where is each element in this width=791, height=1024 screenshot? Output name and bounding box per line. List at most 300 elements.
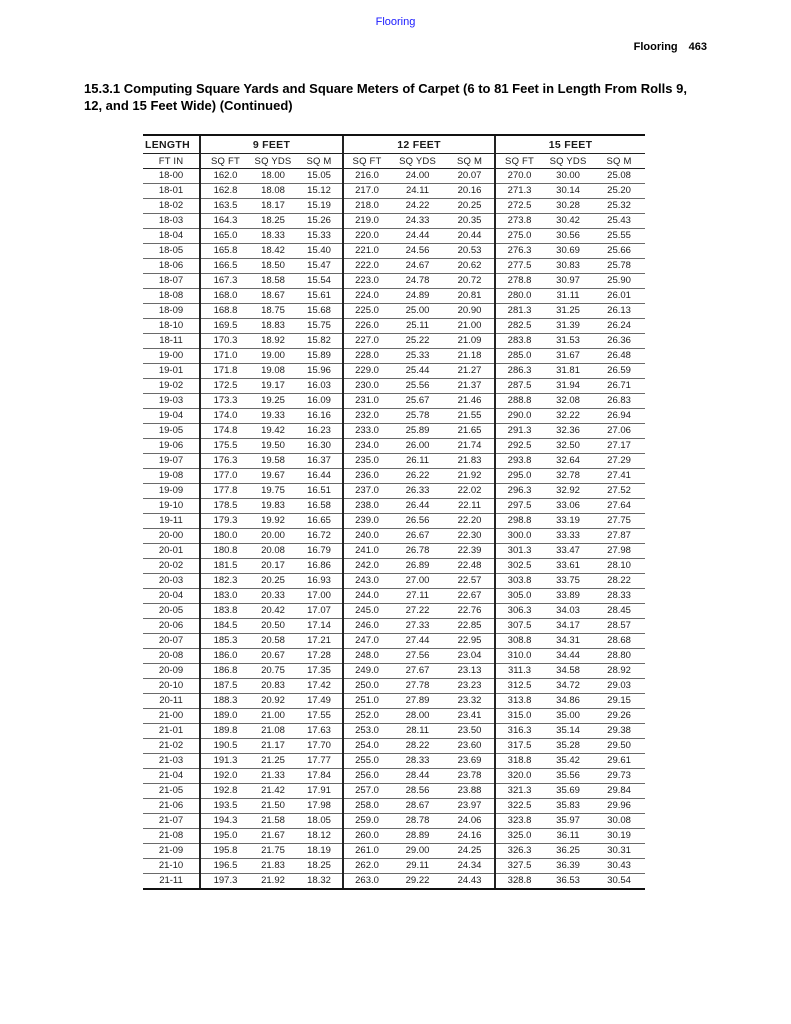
- value-cell: 16.65: [296, 514, 343, 529]
- table-row: [143, 424, 645, 439]
- value-cell: 26.56: [390, 514, 445, 529]
- group-header-9-feet: 9 FEET: [200, 135, 343, 154]
- value-cell: 228.0: [343, 349, 390, 364]
- value-cell: 22.48: [445, 559, 495, 574]
- value-cell: 327.5: [495, 859, 543, 874]
- value-cell: 263.0: [343, 874, 390, 890]
- length-cell: 18-10: [143, 319, 200, 334]
- value-cell: 15.82: [296, 334, 343, 349]
- value-cell: 21.92: [250, 874, 296, 890]
- unit-header: SQ YDS: [390, 154, 445, 169]
- value-cell: 24.33: [390, 214, 445, 229]
- value-cell: 24.67: [390, 259, 445, 274]
- value-cell: 36.39: [543, 859, 593, 874]
- table-row: [143, 799, 645, 814]
- length-cell: 21-03: [143, 754, 200, 769]
- length-cell: 21-07: [143, 814, 200, 829]
- length-cell: 20-10: [143, 679, 200, 694]
- value-cell: 236.0: [343, 469, 390, 484]
- value-cell: 30.19: [593, 829, 645, 844]
- value-cell: 33.33: [543, 529, 593, 544]
- value-cell: 182.3: [200, 574, 250, 589]
- table-row: [143, 724, 645, 739]
- value-cell: 21.18: [445, 349, 495, 364]
- value-cell: 28.56: [390, 784, 445, 799]
- value-cell: 27.41: [593, 469, 645, 484]
- table-row: [143, 649, 645, 664]
- length-cell: 19-00: [143, 349, 200, 364]
- value-cell: 25.66: [593, 244, 645, 259]
- table-row: [143, 454, 645, 469]
- value-cell: 176.3: [200, 454, 250, 469]
- value-cell: 21.50: [250, 799, 296, 814]
- value-cell: 36.25: [543, 844, 593, 859]
- value-cell: 168.8: [200, 304, 250, 319]
- value-cell: 26.24: [593, 319, 645, 334]
- value-cell: 259.0: [343, 814, 390, 829]
- value-cell: 17.35: [296, 664, 343, 679]
- value-cell: 20.42: [250, 604, 296, 619]
- length-cell: 18-02: [143, 199, 200, 214]
- table-row: [143, 244, 645, 259]
- value-cell: 286.3: [495, 364, 543, 379]
- value-cell: 25.32: [593, 199, 645, 214]
- value-cell: 168.0: [200, 289, 250, 304]
- value-cell: 31.94: [543, 379, 593, 394]
- value-cell: 15.47: [296, 259, 343, 274]
- length-cell: 18-00: [143, 169, 200, 184]
- length-cell: 18-07: [143, 274, 200, 289]
- value-cell: 15.40: [296, 244, 343, 259]
- table-row: [143, 589, 645, 604]
- value-cell: 27.87: [593, 529, 645, 544]
- value-cell: 28.45: [593, 604, 645, 619]
- value-cell: 20.67: [250, 649, 296, 664]
- value-cell: 162.0: [200, 169, 250, 184]
- value-cell: 22.02: [445, 484, 495, 499]
- table-row: [143, 199, 645, 214]
- value-cell: 189.0: [200, 709, 250, 724]
- value-cell: 34.17: [543, 619, 593, 634]
- value-cell: 300.0: [495, 529, 543, 544]
- value-cell: 28.22: [593, 574, 645, 589]
- value-cell: 28.78: [390, 814, 445, 829]
- value-cell: 20.72: [445, 274, 495, 289]
- table-row: [143, 859, 645, 874]
- table-row: [143, 514, 645, 529]
- value-cell: 16.44: [296, 469, 343, 484]
- flooring-link[interactable]: Flooring: [375, 16, 416, 28]
- value-cell: 217.0: [343, 184, 390, 199]
- value-cell: 21.42: [250, 784, 296, 799]
- value-cell: 185.3: [200, 634, 250, 649]
- value-cell: 24.78: [390, 274, 445, 289]
- value-cell: 23.04: [445, 649, 495, 664]
- length-cell: 18-01: [143, 184, 200, 199]
- value-cell: 174.8: [200, 424, 250, 439]
- value-cell: 321.3: [495, 784, 543, 799]
- value-cell: 171.8: [200, 364, 250, 379]
- value-cell: 26.36: [593, 334, 645, 349]
- value-cell: 281.3: [495, 304, 543, 319]
- value-cell: 19.42: [250, 424, 296, 439]
- value-cell: 24.43: [445, 874, 495, 890]
- value-cell: 17.14: [296, 619, 343, 634]
- value-cell: 19.92: [250, 514, 296, 529]
- value-cell: 218.0: [343, 199, 390, 214]
- value-cell: 194.3: [200, 814, 250, 829]
- value-cell: 31.11: [543, 289, 593, 304]
- value-cell: 180.0: [200, 529, 250, 544]
- value-cell: 29.96: [593, 799, 645, 814]
- value-cell: 27.11: [390, 589, 445, 604]
- length-cell: 20-03: [143, 574, 200, 589]
- value-cell: 15.54: [296, 274, 343, 289]
- unit-header: SQ M: [593, 154, 645, 169]
- value-cell: 24.89: [390, 289, 445, 304]
- value-cell: 303.8: [495, 574, 543, 589]
- value-cell: 245.0: [343, 604, 390, 619]
- table-row: [143, 304, 645, 319]
- value-cell: 291.3: [495, 424, 543, 439]
- value-cell: 250.0: [343, 679, 390, 694]
- value-cell: 219.0: [343, 214, 390, 229]
- value-cell: 36.11: [543, 829, 593, 844]
- value-cell: 229.0: [343, 364, 390, 379]
- value-cell: 33.19: [543, 514, 593, 529]
- value-cell: 20.07: [445, 169, 495, 184]
- value-cell: 179.3: [200, 514, 250, 529]
- value-cell: 25.44: [390, 364, 445, 379]
- value-cell: 247.0: [343, 634, 390, 649]
- table-row: [143, 349, 645, 364]
- value-cell: 33.61: [543, 559, 593, 574]
- table-row: [143, 634, 645, 649]
- value-cell: 235.0: [343, 454, 390, 469]
- value-cell: 19.08: [250, 364, 296, 379]
- value-cell: 30.14: [543, 184, 593, 199]
- value-cell: 16.51: [296, 484, 343, 499]
- value-cell: 17.49: [296, 694, 343, 709]
- value-cell: 29.11: [390, 859, 445, 874]
- value-cell: 18.12: [296, 829, 343, 844]
- value-cell: 242.0: [343, 559, 390, 574]
- value-cell: 221.0: [343, 244, 390, 259]
- value-cell: 249.0: [343, 664, 390, 679]
- value-cell: 183.8: [200, 604, 250, 619]
- value-cell: 27.17: [593, 439, 645, 454]
- value-cell: 28.44: [390, 769, 445, 784]
- value-cell: 31.67: [543, 349, 593, 364]
- value-cell: 187.5: [200, 679, 250, 694]
- length-cell: 19-04: [143, 409, 200, 424]
- value-cell: 31.25: [543, 304, 593, 319]
- value-cell: 177.8: [200, 484, 250, 499]
- value-cell: 195.8: [200, 844, 250, 859]
- value-cell: 275.0: [495, 229, 543, 244]
- value-cell: 20.50: [250, 619, 296, 634]
- value-cell: 25.08: [593, 169, 645, 184]
- value-cell: 28.22: [390, 739, 445, 754]
- value-cell: 25.11: [390, 319, 445, 334]
- length-cell: 21-09: [143, 844, 200, 859]
- length-cell: 20-02: [143, 559, 200, 574]
- table-row: [143, 739, 645, 754]
- value-cell: 20.53: [445, 244, 495, 259]
- length-cell: 20-07: [143, 634, 200, 649]
- value-cell: 18.50: [250, 259, 296, 274]
- length-cell: 19-06: [143, 439, 200, 454]
- value-cell: 298.8: [495, 514, 543, 529]
- value-cell: 313.8: [495, 694, 543, 709]
- value-cell: 18.00: [250, 169, 296, 184]
- running-head-section: Flooring: [633, 41, 678, 53]
- value-cell: 25.55: [593, 229, 645, 244]
- value-cell: 26.94: [593, 409, 645, 424]
- value-cell: 20.08: [250, 544, 296, 559]
- value-cell: 21.00: [250, 709, 296, 724]
- value-cell: 16.37: [296, 454, 343, 469]
- value-cell: 18.17: [250, 199, 296, 214]
- length-cell: 19-05: [143, 424, 200, 439]
- value-cell: 26.33: [390, 484, 445, 499]
- value-cell: 195.0: [200, 829, 250, 844]
- value-cell: 328.8: [495, 874, 543, 890]
- value-cell: 26.71: [593, 379, 645, 394]
- value-cell: 280.0: [495, 289, 543, 304]
- value-cell: 27.78: [390, 679, 445, 694]
- value-cell: 290.0: [495, 409, 543, 424]
- value-cell: 21.33: [250, 769, 296, 784]
- value-cell: 297.5: [495, 499, 543, 514]
- value-cell: 30.43: [593, 859, 645, 874]
- value-cell: 277.5: [495, 259, 543, 274]
- value-cell: 21.67: [250, 829, 296, 844]
- value-cell: 244.0: [343, 589, 390, 604]
- value-cell: 26.89: [390, 559, 445, 574]
- value-cell: 34.31: [543, 634, 593, 649]
- value-cell: 29.84: [593, 784, 645, 799]
- value-cell: 27.67: [390, 664, 445, 679]
- value-cell: 34.03: [543, 604, 593, 619]
- value-cell: 27.00: [390, 574, 445, 589]
- value-cell: 16.93: [296, 574, 343, 589]
- length-cell: 20-04: [143, 589, 200, 604]
- value-cell: 25.90: [593, 274, 645, 289]
- value-cell: 318.8: [495, 754, 543, 769]
- value-cell: 173.3: [200, 394, 250, 409]
- table-row: [143, 289, 645, 304]
- value-cell: 27.56: [390, 649, 445, 664]
- table-row: [143, 484, 645, 499]
- value-cell: 30.97: [543, 274, 593, 289]
- value-cell: 25.78: [593, 259, 645, 274]
- value-cell: 23.13: [445, 664, 495, 679]
- value-cell: 239.0: [343, 514, 390, 529]
- value-cell: 18.75: [250, 304, 296, 319]
- value-cell: 22.85: [445, 619, 495, 634]
- value-cell: 32.50: [543, 439, 593, 454]
- value-cell: 19.25: [250, 394, 296, 409]
- value-cell: 33.75: [543, 574, 593, 589]
- value-cell: 35.42: [543, 754, 593, 769]
- value-cell: 21.00: [445, 319, 495, 334]
- value-cell: 238.0: [343, 499, 390, 514]
- value-cell: 23.69: [445, 754, 495, 769]
- value-cell: 20.16: [445, 184, 495, 199]
- value-cell: 21.83: [250, 859, 296, 874]
- value-cell: 21.46: [445, 394, 495, 409]
- value-cell: 240.0: [343, 529, 390, 544]
- value-cell: 283.8: [495, 334, 543, 349]
- value-cell: 21.37: [445, 379, 495, 394]
- value-cell: 27.06: [593, 424, 645, 439]
- value-cell: 29.61: [593, 754, 645, 769]
- value-cell: 26.11: [390, 454, 445, 469]
- table-row: [143, 784, 645, 799]
- length-cell: 21-00: [143, 709, 200, 724]
- value-cell: 21.08: [250, 724, 296, 739]
- value-cell: 25.33: [390, 349, 445, 364]
- table-row: [143, 679, 645, 694]
- value-cell: 17.91: [296, 784, 343, 799]
- value-cell: 19.33: [250, 409, 296, 424]
- table-row: [143, 544, 645, 559]
- unit-header: SQ M: [445, 154, 495, 169]
- table-row: [143, 229, 645, 244]
- value-cell: 253.0: [343, 724, 390, 739]
- value-cell: 19.83: [250, 499, 296, 514]
- value-cell: 181.5: [200, 559, 250, 574]
- value-cell: 29.03: [593, 679, 645, 694]
- value-cell: 234.0: [343, 439, 390, 454]
- value-cell: 19.00: [250, 349, 296, 364]
- value-cell: 32.22: [543, 409, 593, 424]
- value-cell: 261.0: [343, 844, 390, 859]
- group-header-12-feet: 12 FEET: [343, 135, 495, 154]
- value-cell: 35.97: [543, 814, 593, 829]
- table-row: [143, 259, 645, 274]
- value-cell: 177.0: [200, 469, 250, 484]
- length-cell: 18-03: [143, 214, 200, 229]
- section-title: 15.3.1 Computing Square Yards and Square Meters of Carpet (6 to 81 Feet in Length From Rolls 9, 12, and 15 Feet Wide) (Continued): [84, 81, 687, 113]
- table-row: [143, 319, 645, 334]
- length-cell: 19-07: [143, 454, 200, 469]
- value-cell: 20.00: [250, 529, 296, 544]
- value-cell: 21.27: [445, 364, 495, 379]
- length-cell: 19-02: [143, 379, 200, 394]
- value-cell: 35.00: [543, 709, 593, 724]
- value-cell: 34.72: [543, 679, 593, 694]
- value-cell: 257.0: [343, 784, 390, 799]
- value-cell: 22.39: [445, 544, 495, 559]
- value-cell: 288.8: [495, 394, 543, 409]
- value-cell: 272.5: [495, 199, 543, 214]
- table-row: [143, 334, 645, 349]
- value-cell: 27.33: [390, 619, 445, 634]
- value-cell: 17.21: [296, 634, 343, 649]
- value-cell: 29.15: [593, 694, 645, 709]
- length-cell: 20-01: [143, 544, 200, 559]
- value-cell: 227.0: [343, 334, 390, 349]
- value-cell: 21.58: [250, 814, 296, 829]
- table-row: [143, 604, 645, 619]
- value-cell: 27.22: [390, 604, 445, 619]
- value-cell: 20.62: [445, 259, 495, 274]
- value-cell: 32.78: [543, 469, 593, 484]
- length-cell: 20-05: [143, 604, 200, 619]
- length-cell: 20-09: [143, 664, 200, 679]
- value-cell: 16.79: [296, 544, 343, 559]
- value-cell: 183.0: [200, 589, 250, 604]
- value-cell: 15.89: [296, 349, 343, 364]
- length-cell: 21-02: [143, 739, 200, 754]
- value-cell: 16.72: [296, 529, 343, 544]
- value-cell: 15.05: [296, 169, 343, 184]
- value-cell: 32.08: [543, 394, 593, 409]
- value-cell: 17.55: [296, 709, 343, 724]
- value-cell: 26.78: [390, 544, 445, 559]
- value-cell: 188.3: [200, 694, 250, 709]
- value-cell: 15.33: [296, 229, 343, 244]
- value-cell: 252.0: [343, 709, 390, 724]
- length-cell: 18-05: [143, 244, 200, 259]
- value-cell: 20.44: [445, 229, 495, 244]
- table-row: [143, 499, 645, 514]
- value-cell: 34.86: [543, 694, 593, 709]
- value-cell: 25.20: [593, 184, 645, 199]
- value-cell: 24.44: [390, 229, 445, 244]
- value-cell: 31.81: [543, 364, 593, 379]
- value-cell: 21.83: [445, 454, 495, 469]
- length-cell: 21-10: [143, 859, 200, 874]
- value-cell: 307.5: [495, 619, 543, 634]
- value-cell: 293.8: [495, 454, 543, 469]
- value-cell: 24.56: [390, 244, 445, 259]
- value-cell: 169.5: [200, 319, 250, 334]
- value-cell: 258.0: [343, 799, 390, 814]
- value-cell: 21.92: [445, 469, 495, 484]
- value-cell: 20.83: [250, 679, 296, 694]
- value-cell: 28.89: [390, 829, 445, 844]
- value-cell: 164.3: [200, 214, 250, 229]
- length-cell: 19-01: [143, 364, 200, 379]
- value-cell: 163.5: [200, 199, 250, 214]
- value-cell: 16.16: [296, 409, 343, 424]
- value-cell: 191.3: [200, 754, 250, 769]
- table-row: [143, 169, 645, 184]
- value-cell: 192.8: [200, 784, 250, 799]
- value-cell: 22.67: [445, 589, 495, 604]
- value-cell: 19.50: [250, 439, 296, 454]
- table-row: [143, 664, 645, 679]
- value-cell: 23.97: [445, 799, 495, 814]
- table-row: [143, 844, 645, 859]
- value-cell: 16.03: [296, 379, 343, 394]
- value-cell: 24.34: [445, 859, 495, 874]
- value-cell: 33.89: [543, 589, 593, 604]
- table-row: [143, 469, 645, 484]
- value-cell: 178.5: [200, 499, 250, 514]
- value-cell: 192.0: [200, 769, 250, 784]
- value-cell: 33.06: [543, 499, 593, 514]
- value-cell: 30.28: [543, 199, 593, 214]
- value-cell: 29.26: [593, 709, 645, 724]
- value-cell: 285.0: [495, 349, 543, 364]
- value-cell: 197.3: [200, 874, 250, 890]
- value-cell: 20.33: [250, 589, 296, 604]
- value-cell: 23.78: [445, 769, 495, 784]
